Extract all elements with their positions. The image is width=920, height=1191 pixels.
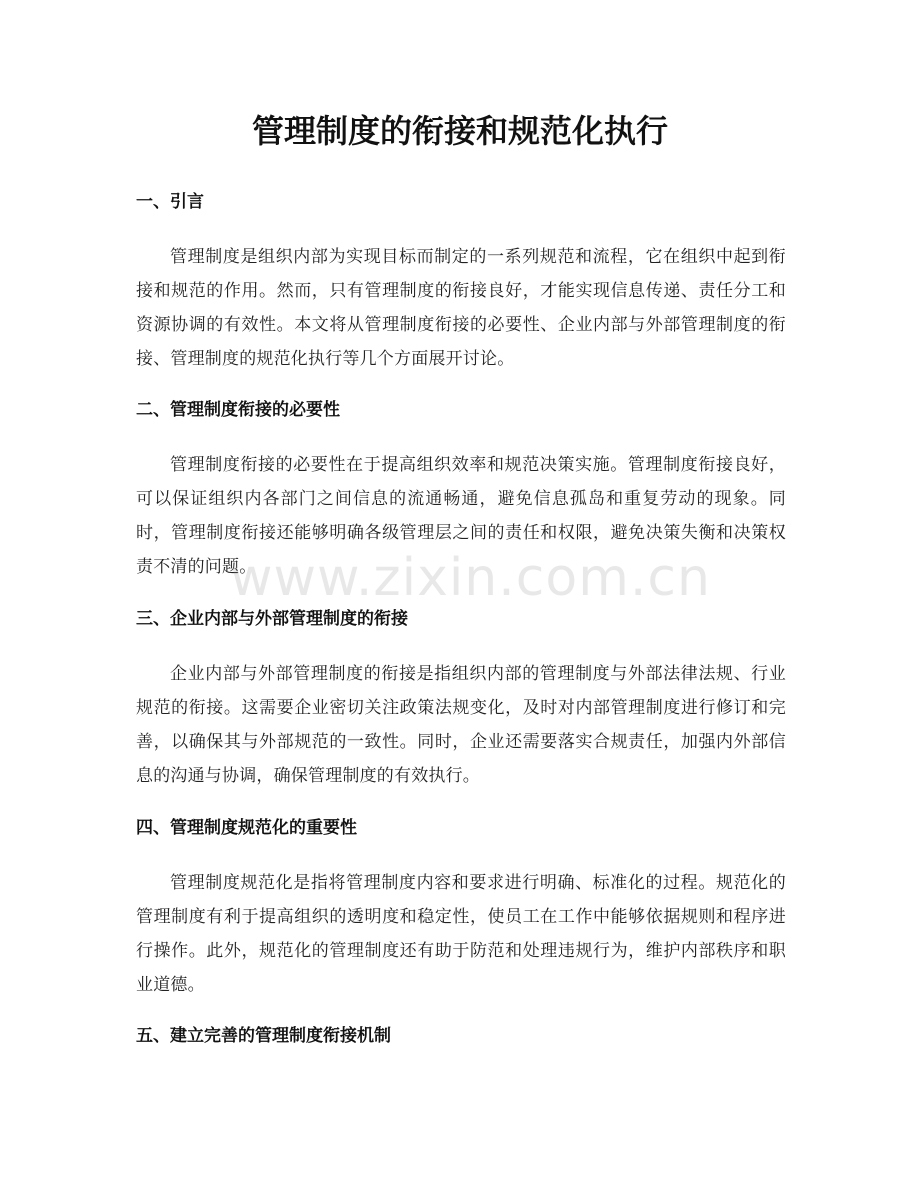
section-paragraph: 管理制度是组织内部为实现目标而制定的一系列规范和流程，它在组织中起到衔接和规范的作用。然而，只有管理制度的衔接良好，才能实现信息传递、责任分工和资源协调的有效性。本文将从管理制度衔接的必要性、企业内部与外部管理制度的衔接、管理制度的规范化执行等几个方面展开讨论。 [136, 247, 786, 369]
section-internal-external [136, 607, 786, 793]
section-paragraph: 企业内部与外部管理制度的衔接是指组织内部的管理制度与外部法律法规、行业规范的衔接。这需要企业密切关注政策法规变化，及时对内部管理制度进行修订和完善，以确保其与外部规范的一致性。同时，企业还需要落实合规责任，加强内外部信息的沟通与协调，确保管理制度的有效执行。 [136, 664, 786, 786]
section-heading: 三、企业内部与外部管理制度的衔接 [136, 609, 408, 629]
document-title: 管理制度的衔接和规范化执行 [251, 112, 668, 150]
section-heading: 四、管理制度规范化的重要性 [136, 818, 357, 838]
section-heading: 一、引言 [136, 192, 204, 212]
section-introduction [136, 190, 786, 376]
section-paragraph: 管理制度规范化是指将管理制度内容和要求进行明确、标准化的过程。规范化的管理制度有利于提高组织的透明度和稳定性，使员工在工作中能够依据规则和程序进行操作。此外，规范化的管理制度还有助于防范和处理违规行为，维护内部秩序和职业道德。 [136, 873, 786, 995]
section-necessity [136, 398, 786, 584]
section-heading: 二、管理制度衔接的必要性 [136, 400, 340, 420]
section-heading: 五、建立完善的管理制度衔接机制 [136, 1026, 391, 1046]
section-mechanism [136, 1024, 786, 1048]
watermark: www.zixin.com.cn [230, 548, 711, 608]
section-paragraph: 管理制度衔接的必要性在于提高组织效率和规范决策实施。管理制度衔接良好，可以保证组织内各部门之间信息的流通畅通，避免信息孤岛和重复劳动的现象。同时，管理制度衔接还能够明确各级管理层之间的责任和权限，避免决策失衡和决策权责不清的问题。 [136, 455, 786, 577]
section-standardization [136, 816, 786, 1002]
